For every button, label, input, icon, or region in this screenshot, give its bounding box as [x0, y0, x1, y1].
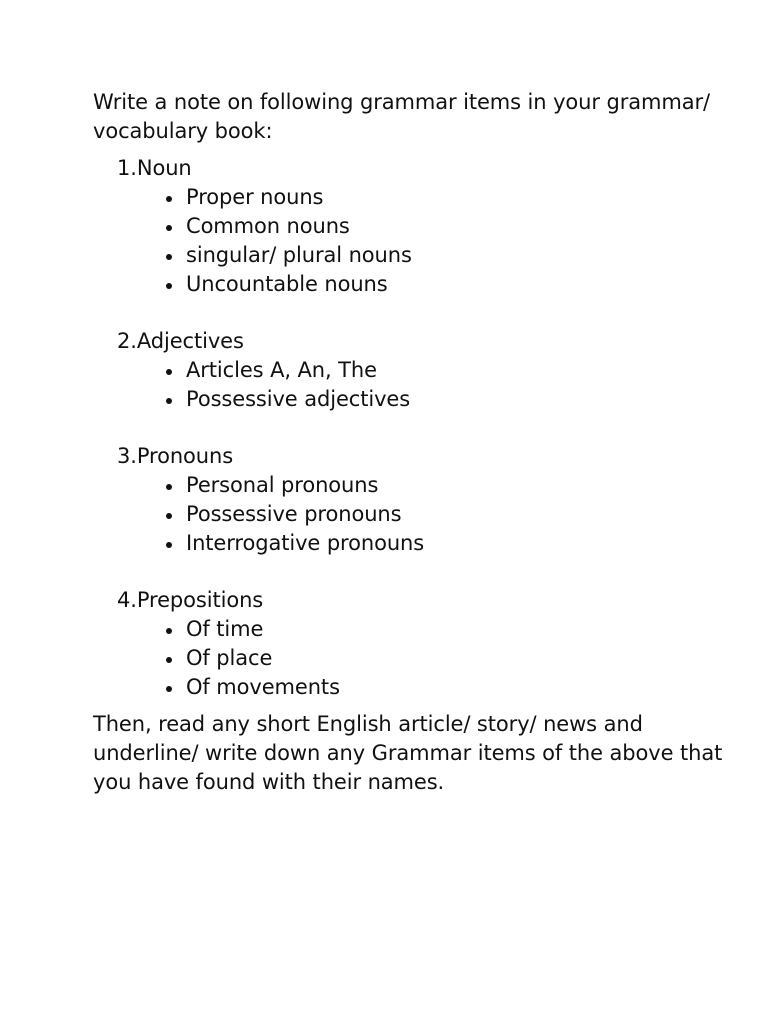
bullet-icon [166, 283, 172, 289]
list-item [93, 212, 733, 241]
item-list [93, 183, 733, 299]
item-list [93, 471, 733, 558]
list-item [93, 471, 733, 500]
section-adjectives [93, 327, 733, 414]
item-text: Common nouns [186, 214, 350, 238]
item-text: Of movements [186, 675, 340, 699]
section-prepositions [93, 586, 733, 702]
section-pronouns [93, 442, 733, 558]
list-item [93, 673, 733, 702]
item-text: Possessive adjectives [186, 387, 411, 411]
item-text: Proper nouns [186, 185, 324, 209]
section-title: 2.Adjectives [117, 329, 244, 353]
list-item [93, 615, 733, 644]
item-text: Possessive pronouns [186, 502, 402, 526]
item-text: Personal pronouns [186, 473, 379, 497]
bullet-icon [166, 254, 172, 260]
list-item [93, 529, 733, 558]
list-item [93, 183, 733, 212]
list-item [93, 385, 733, 414]
section-noun [93, 154, 733, 299]
bullet-icon [166, 513, 172, 519]
bullet-icon [166, 484, 172, 490]
grammar-sections [93, 154, 733, 702]
bullet-icon [166, 686, 172, 692]
document-page [93, 88, 733, 797]
item-list [93, 615, 733, 702]
item-text: Interrogative pronouns [186, 531, 425, 555]
outro-paragraph: Then, read any short English article/ story/ news and underline/ write down any Grammar items of the above that you have found with their names. [93, 712, 723, 794]
item-text: Articles A, An, The [186, 358, 377, 382]
list-item [93, 644, 733, 673]
bullet-icon [166, 542, 172, 548]
bullet-icon [166, 369, 172, 375]
section-title: 3.Pronouns [117, 444, 234, 468]
item-list [93, 356, 733, 414]
list-item [93, 356, 733, 385]
bullet-icon [166, 196, 172, 202]
section-title: 4.Prepositions [117, 588, 264, 612]
list-item [93, 270, 733, 299]
bullet-icon [166, 628, 172, 634]
bullet-icon [166, 398, 172, 404]
item-text: Of time [186, 617, 264, 641]
item-text: singular/ plural nouns [186, 243, 412, 267]
item-text: Uncountable nouns [186, 272, 388, 296]
section-title: 1.Noun [117, 156, 192, 180]
list-item [93, 500, 733, 529]
bullet-icon [166, 225, 172, 231]
item-text: Of place [186, 646, 273, 670]
list-item [93, 241, 733, 270]
intro-paragraph: Write a note on following grammar items in your grammar/ vocabulary book: [93, 90, 710, 143]
bullet-icon [166, 657, 172, 663]
